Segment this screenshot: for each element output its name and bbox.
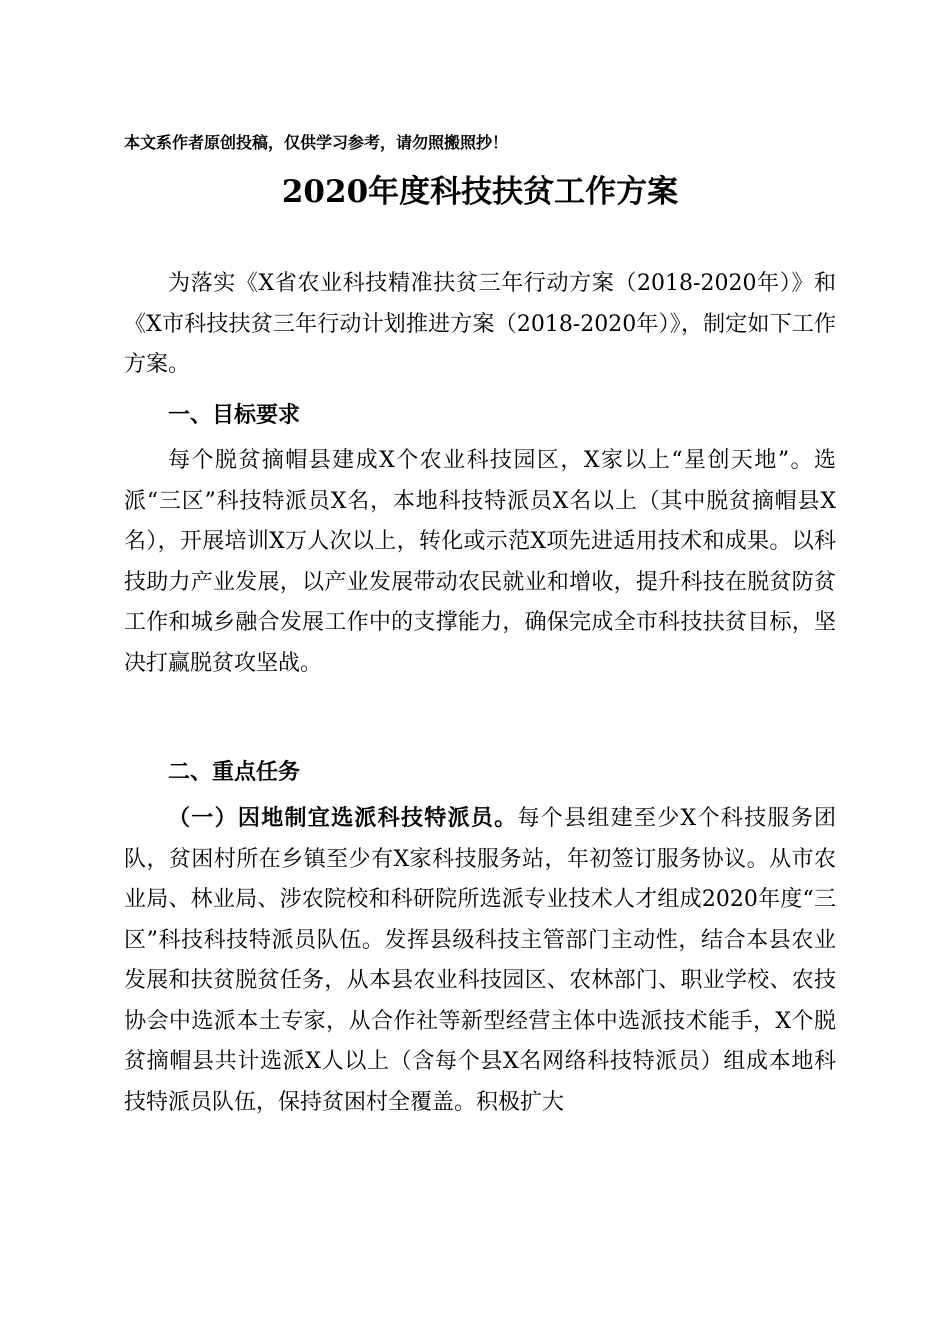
task-subheading: （一）因地制宜选派科技特派员。 [168, 805, 518, 831]
document-page [124, 0, 836, 1344]
section-heading-goals: 一、目标要求 [168, 403, 301, 428]
copyright-notice: 本文系作者原创投稿，仅供学习参考，请勿照搬照抄！ [124, 133, 509, 152]
intro-paragraph: 为落实《X省农业科技精准扶贫三年行动方案（2018-2020年）》和《X市科技扶贫三年行动计划推进方案（2018-2020年）》，制定如下工作方案。 [124, 271, 836, 377]
section-heading-tasks: 二、重点任务 [168, 760, 301, 785]
document-title: 2020年度科技扶贫工作方案 [281, 174, 679, 210]
task-body: 每个县组建至少X个科技服务团队，贫困村所在乡镇至少有X家科技服务站，年初签订服务协议。从市农业局、林业局、涉农院校和科研院所选派专业技术人才组成2020年度“三区”科技科技特派员队伍。发挥县级科技主管部门主动性，结合本县农业发展和扶贫脱贫任务，从本县农业科技园区、农林部门、职业学校、农技协会中选派本土专家，从合作社等新型经营主体中选派技术能手，X个脱贫摘帽县共计选派X人以上（含每个县X名网络科技特派员）组成本地科技特派员队伍，保持贫困村全覆盖。积极扩大 [124, 806, 836, 1115]
goals-paragraph: 每个脱贫摘帽县建成X个农业科技园区，X家以上“星创天地”。选派“三区”科技特派员X名，本地科技特派员X名以上（其中脱贫摘帽县X名），开展培训X万人次以上，转化或示范X项先进适用技术和成果。以科技助力产业发展，以产业发展带动农民就业和增收，提升科技在脱贫防贫工作和城乡融合发展工作中的支撑能力，确保完成全市科技扶贫目标，坚决打赢脱贫攻坚战。 [124, 448, 836, 676]
tasks-paragraph [124, 798, 836, 1123]
